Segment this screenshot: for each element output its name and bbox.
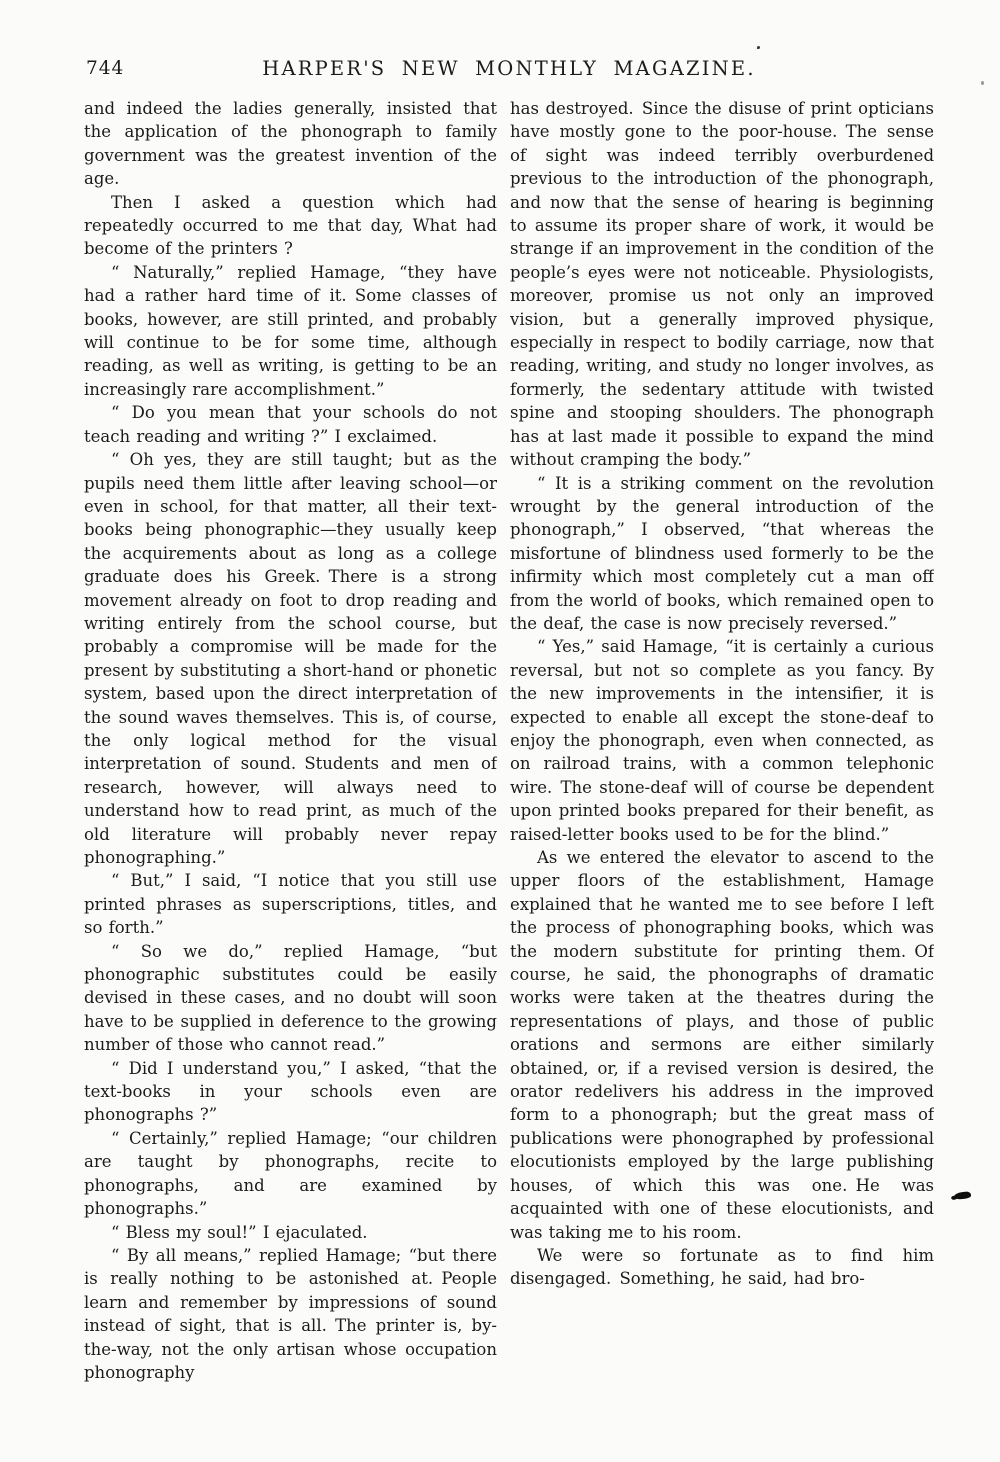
right-column <box>510 97 934 1437</box>
page-title: HARPER'S NEW MONTHLY MAGAZINE. <box>262 57 756 80</box>
text-columns <box>84 97 934 1437</box>
paragraph: We were so fortunate as to find him disengaged. Something, he said, had bro- <box>510 1245 934 1289</box>
scan-speck <box>757 46 760 49</box>
ink-smudge <box>954 1191 972 1199</box>
paragraph: “ Bless my soul!” I ejaculated. <box>111 1222 368 1242</box>
paragraph: “ Do you mean that your schools do not teach reading and writing ?” I exclaimed. <box>84 403 497 446</box>
running-head <box>84 57 934 85</box>
paragraph: “ Oh yes, they are still taught; but as the pupils need them little after leaving school—or even in school, for that matter, all their text-books being phonographic—they usually keep the acquirements about as long as a college graduate does his Greek. There is a strong movement already on foot to drop reading and writing entirely from the school course, but probably a compromise will be made for the present by substituting a short-hand or phonetic system, based upon the direct interpretation of the sound waves themselves. This is, of course, the only logical method for the visual interpretation of sound. Students and men of research, however, will always need to understand how to read print, as much of the old literature will probably never repay phonographing.” <box>84 450 497 867</box>
paragraph: “ Naturally,” replied Hamage, “they have had a rather hard time of it. Some classes of books, however, are still printed, and probably will continue to be for some time, although reading, as well as writing, is getting to be an increasingly rare accomplishment.” <box>84 262 497 399</box>
paragraph: “ Certainly,” replied Hamage; “our children are taught by phonographs, recite to phonographs, and are examined by phonographs.” <box>84 1128 497 1219</box>
paragraph: Then I asked a question which had repeatedly occurred to me that day, What had become of the printers ? <box>84 192 497 259</box>
paragraph: “ By all means,” replied Hamage; “but there is really nothing to be astonished at. People learn and remember by impressions of sound instead of sight, that is all. The printer is, by-the-way, not the only artisan whose occupation phonography <box>84 1245 497 1382</box>
paragraph: has destroyed. Since the disuse of print opticians have mostly gone to the poor-house. The sense of sight was indeed terribly overburdened previous to the introduction of the phonograph, and now that the sense of hearing is beginning to assume its proper share of work, it would be strange if an improvement in the condition of the people’s eyes were not noticeable. Physiologists, moreover, promise us not only an improved vision, but a generally improved physique, especially in respect to bodily carriage, now that reading, writing, and study no longer involves, as formerly, the sedentary attitude with twisted spine and stooping shoulders. The phonograph has at last made it possible to expand the mind without cramping the body.” <box>510 99 934 470</box>
paragraph: “ It is a striking comment on the revolution wrought by the general introduction of the phonograph,” I observed, “that whereas the misfortune of blindness used formerly to be the infirmity which most completely cut a man off from the world of books, which remained open to the deaf, the case is now precisely reversed.” <box>510 473 934 633</box>
left-column <box>84 97 497 1437</box>
paragraph: and indeed the ladies generally, insisted that the application of the phonograph to family government was the greatest invention of the age. <box>84 99 497 189</box>
scan-speck <box>981 81 984 85</box>
paragraph: “ So we do,” replied Hamage, “but phonographic substitutes could be easily devised in these cases, and no doubt will soon have to be supplied in deference to the growing number of those who cannot read.” <box>84 941 497 1055</box>
paragraph: “ Did I understand you,” I asked, “that the text-books in your schools even are phonographs ?” <box>84 1058 497 1125</box>
paragraph: “ But,” I said, “I notice that you still use printed phrases as superscriptions, titles, and so forth.” <box>84 871 497 938</box>
paragraph: “ Yes,” said Hamage, “it is certainly a curious reversal, but not so complete as you fancy. By the new improvements in the intensifier, it is expected to enable all except the stone-deaf to enjoy the phonograph, even when connected, as on railroad trains, with a common telephonic wire. The stone-deaf will of course be dependent upon printed books prepared for their benefit, as raised-letter books used to be for the blind.” <box>510 637 934 844</box>
page-number: 744 <box>86 58 125 79</box>
paragraph: As we entered the elevator to ascend to the upper floors of the establishment, Hamage explained that he wanted me to see before I left the process of phonographing books, which was the modern substitute for printing them. Of course, he said, the phonographs of dramatic works were taken at the theatres during the representations of plays, and those of public orations and sermons are either similarly obtained, or, if a revised version is desired, the orator redelivers his address in the improved form to a phonograph; but the great mass of publications were phonographed by professional elocutionists employed by the large publishing houses, of which this was one. He was acquainted with one of these elocutionists, and was taking me to his room. <box>510 848 934 1242</box>
